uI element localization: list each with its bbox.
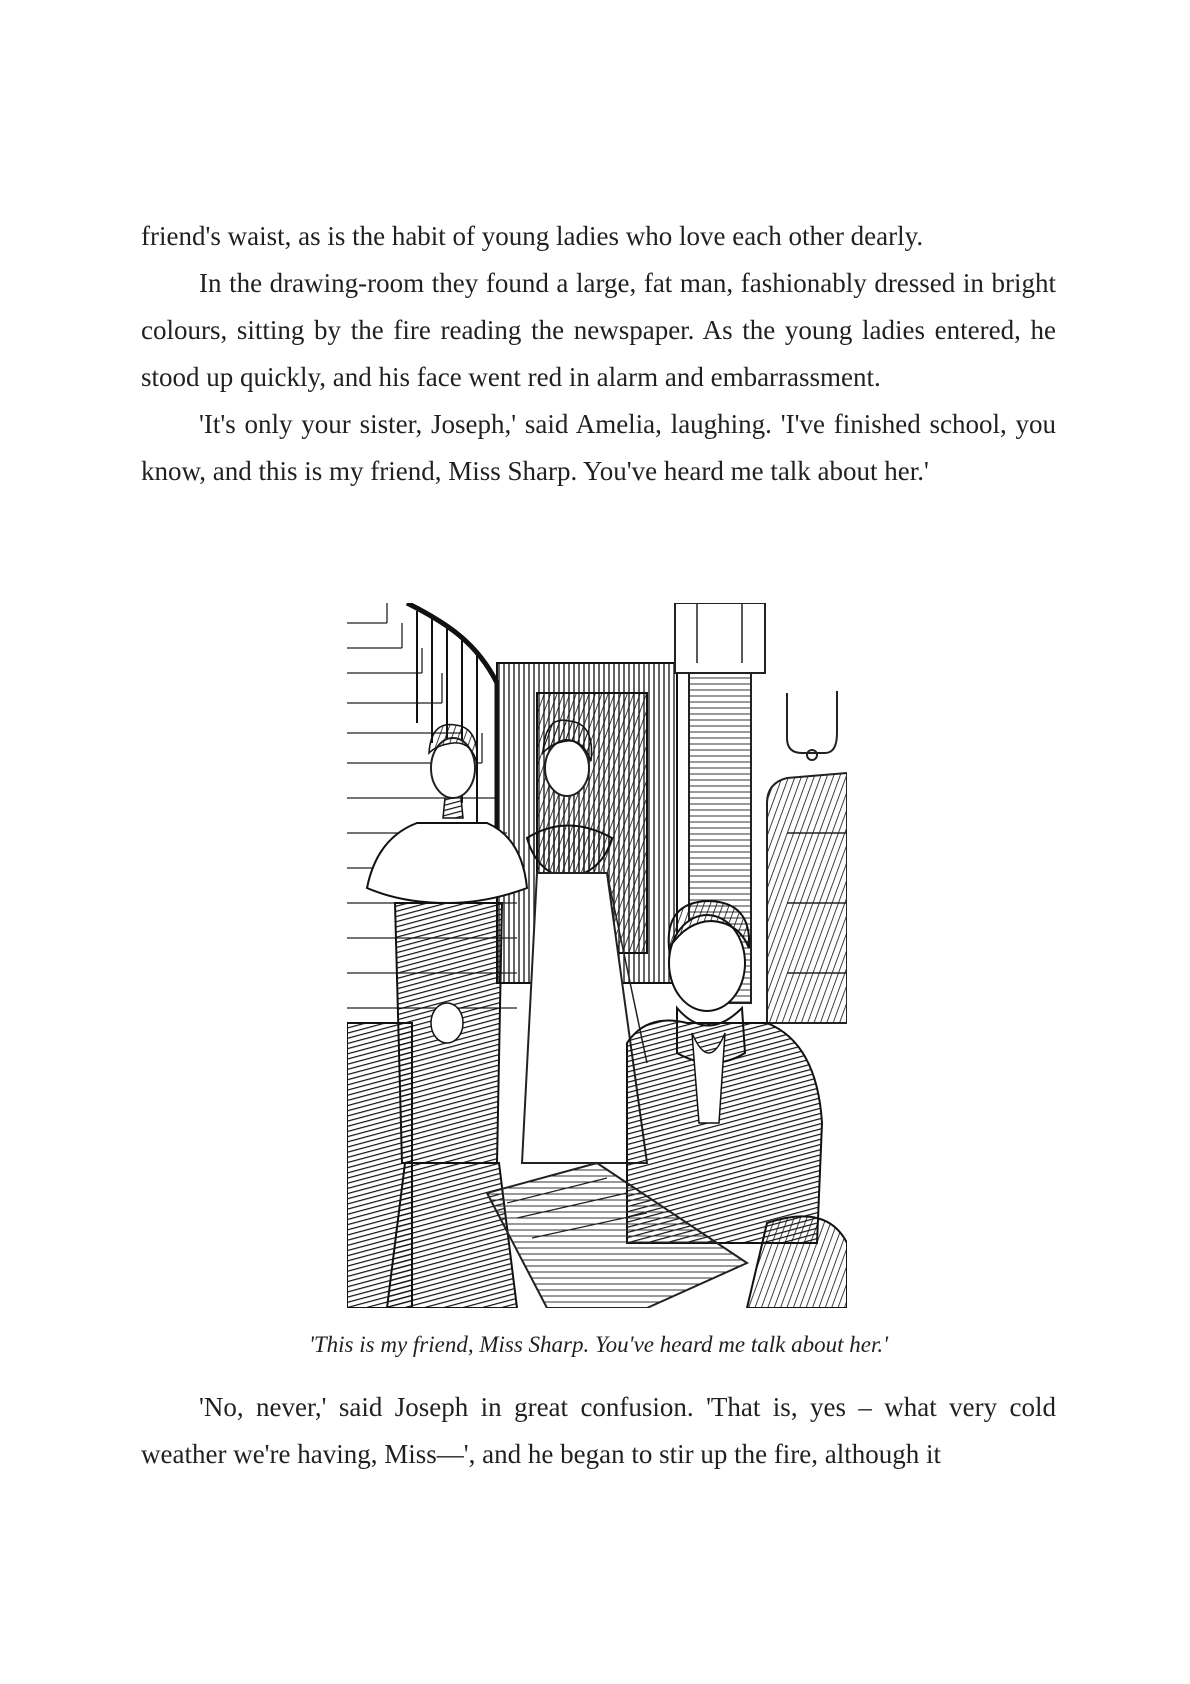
paragraph-drawing-room: In the drawing-room they found a large, fat man, fashionably dressed in bright colours, sitting by the fire reading the newspaper. As the young ladies entered, he stood up quickly, and his face went red in alarm and embarrassment. xyxy=(141,268,1056,392)
illustration-caption: 'This is my friend, Miss Sharp. You've heard me talk about her.' xyxy=(308,1332,889,1357)
text-block-top xyxy=(141,213,1056,495)
illustration-drawing-room-icon xyxy=(347,603,847,1308)
illustration-svg xyxy=(347,603,847,1308)
paragraph-amelia-dialogue: 'It's only your sister, Joseph,' said Amelia, laughing. 'I've finished school, you know, and this is my friend, Miss Sharp. You've heard me talk about her.' xyxy=(141,409,1056,486)
paragraph-joseph-reply: 'No, never,' said Joseph in great confusion. 'That is, yes – what very cold weather we're having, Miss—', and he began to stir up the fire, although it xyxy=(141,1392,1056,1469)
paragraph-continuation: friend's waist, as is the habit of young ladies who love each other dearly. xyxy=(141,221,924,251)
text-block-bottom xyxy=(141,1384,1056,1478)
